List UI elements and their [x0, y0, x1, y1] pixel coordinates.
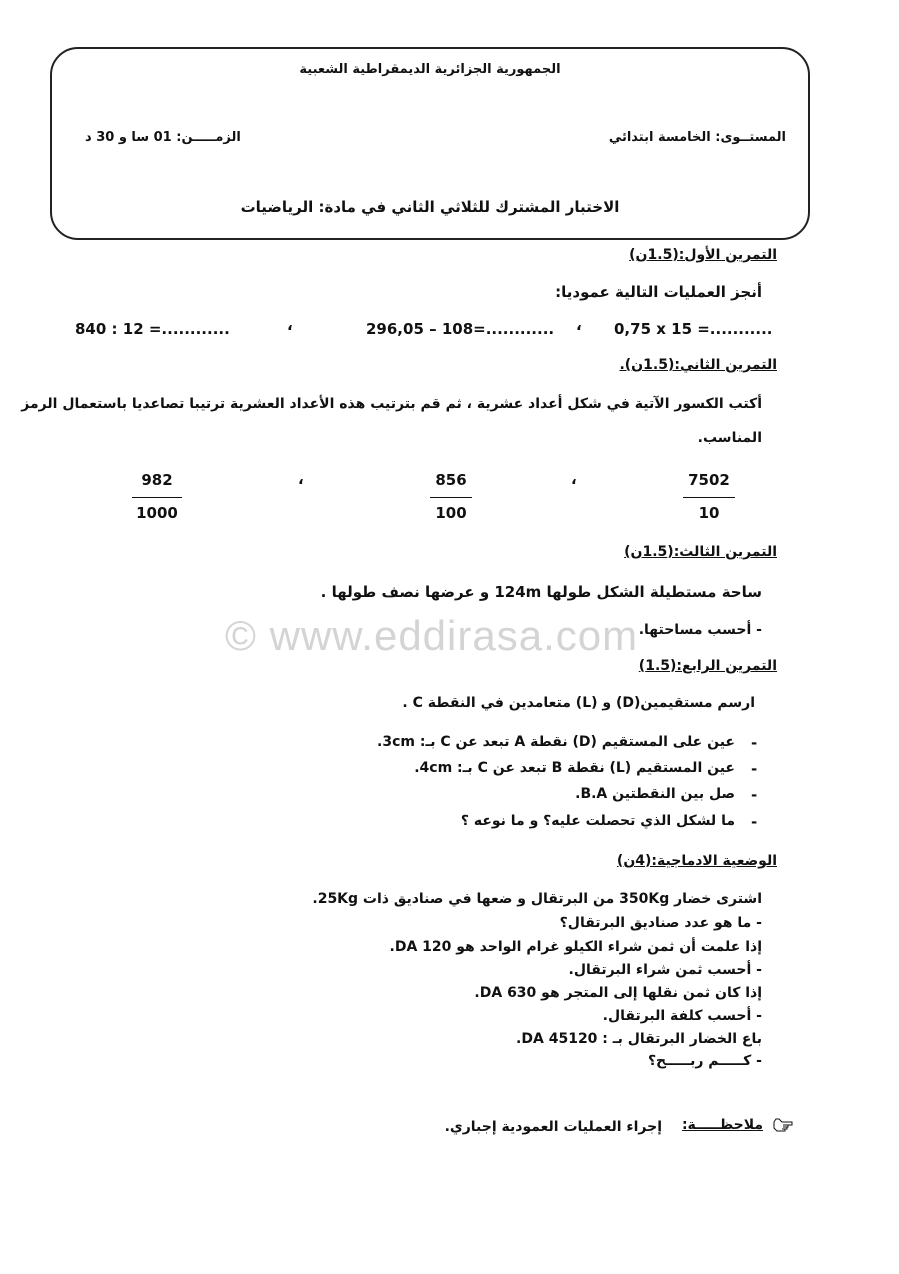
republic-title: الجمهورية الجزائرية الديمقراطية الشعبية — [299, 62, 561, 77]
ex1-separator: ، — [576, 316, 582, 334]
watermark: © www.eddirasa.com — [225, 612, 639, 659]
ex2-heading: التمرين الثاني:(1.5ن). — [619, 357, 777, 373]
ex4-item: ما لشكل الذي تحصلت عليه؟ و ما نوعه ؟ — [460, 813, 735, 829]
integration-line: باع الخضار البرتقال بـ : 45120 DA. — [516, 1031, 762, 1047]
integration-line: اشترى خضار 350Kg من البرتقال و ضعها في صناديق ذات 25Kg. — [312, 891, 762, 907]
pointing-hand-icon — [773, 1117, 793, 1136]
fraction-7502-over-10 — [683, 471, 735, 522]
exam-title: الاختبار المشترك للثلاثي الثاني في مادة: الرياضيات — [240, 198, 620, 216]
integration-line: - كـــــم ربـــــح؟ — [647, 1053, 762, 1069]
fraction-856-over-100 — [430, 471, 472, 522]
integration-heading: الوضعية الادماجية:(4ن) — [616, 853, 777, 869]
ex1-instruction: أنجز العمليات التالية عموديا: — [555, 283, 762, 301]
ex2-instruction-line1: أكتب الكسور الآتية في شكل أعداد عشرية ، ثم قم بترتيب هذه الأعداد العشرية ترتيبا تصاعديا باستعمال الرمز — [21, 396, 762, 412]
ex2-separator: ، — [571, 470, 577, 488]
fraction-numerator: 982 — [141, 471, 173, 489]
bullet-dash: - — [751, 813, 758, 831]
ex4-item: عين المستقيم (L) نقطة B تبعد عن C بـ: 4cm. — [414, 760, 735, 776]
bullet-dash: - — [751, 760, 758, 778]
fraction-bar — [132, 497, 182, 498]
integration-line: - أحسب ثمن شراء البرتقال. — [568, 962, 762, 978]
ex4-heading: التمرين الرابع:(1.5) — [638, 658, 777, 674]
integration-line: إذا كان ثمن نقلها إلى المتجر هو 630 DA. — [474, 985, 762, 1001]
ex4-item: عين على المستقيم (D) نقطة A تبعد عن C بـ: 3cm. — [377, 734, 735, 750]
fraction-denominator: 100 — [435, 504, 467, 522]
bullet-dash: - — [751, 734, 758, 752]
bullet-dash: - — [751, 786, 758, 804]
ex2-instruction-line2: المناسب. — [697, 430, 762, 446]
note-text: إجراء العمليات العمودية إجباري. — [444, 1119, 662, 1135]
fraction-numerator: 7502 — [688, 471, 730, 489]
fraction-numerator: 856 — [435, 471, 467, 489]
ex2-separator: ، — [298, 470, 304, 488]
integration-line: إذا علمت أن ثمن شراء الكيلو غرام الواحد هو 120 DA. — [389, 939, 762, 955]
integration-line: - أحسب كلفة البرتقال. — [602, 1008, 762, 1024]
ex1-heading: التمرين الأول:(1.5ن) — [629, 247, 777, 263]
fraction-denominator: 10 — [698, 504, 720, 522]
fraction-bar — [430, 497, 472, 498]
fraction-denominator: 1000 — [136, 504, 178, 522]
ex4-instruction: ارسم مستقيمين(D) و (L) متعامدين في النقطة C . — [402, 695, 755, 711]
ex1-op-subtract: 296,05 – 108=............ — [366, 320, 555, 338]
note-label: ملاحظـــــة: — [681, 1117, 763, 1133]
ex3-heading: التمرين الثالث:(1.5ن) — [624, 544, 777, 560]
ex1-op-multiply: 0,75 x 15 =........... — [614, 320, 773, 338]
integration-line: - ما هو عدد صناديق البرتقال؟ — [559, 915, 762, 931]
ex3-line2: - أحسب مساحتها. — [638, 622, 762, 638]
ex3-line1: ساحة مستطيلة الشكل طولها 124m و عرضها نصف طولها . — [320, 583, 762, 601]
ex4-item: صل بين النقطتين B.A. — [575, 786, 735, 802]
level-label: المستــوى: الخامسة ابتدائي — [608, 130, 786, 145]
fraction-982-over-1000 — [132, 471, 182, 522]
ex1-op-divide: 840 : 12 =............ — [75, 320, 230, 338]
ex1-separator: ، — [287, 316, 293, 334]
fraction-bar — [683, 497, 735, 498]
time-label: الزمـــــن: 01 سا و 30 د — [85, 130, 241, 145]
